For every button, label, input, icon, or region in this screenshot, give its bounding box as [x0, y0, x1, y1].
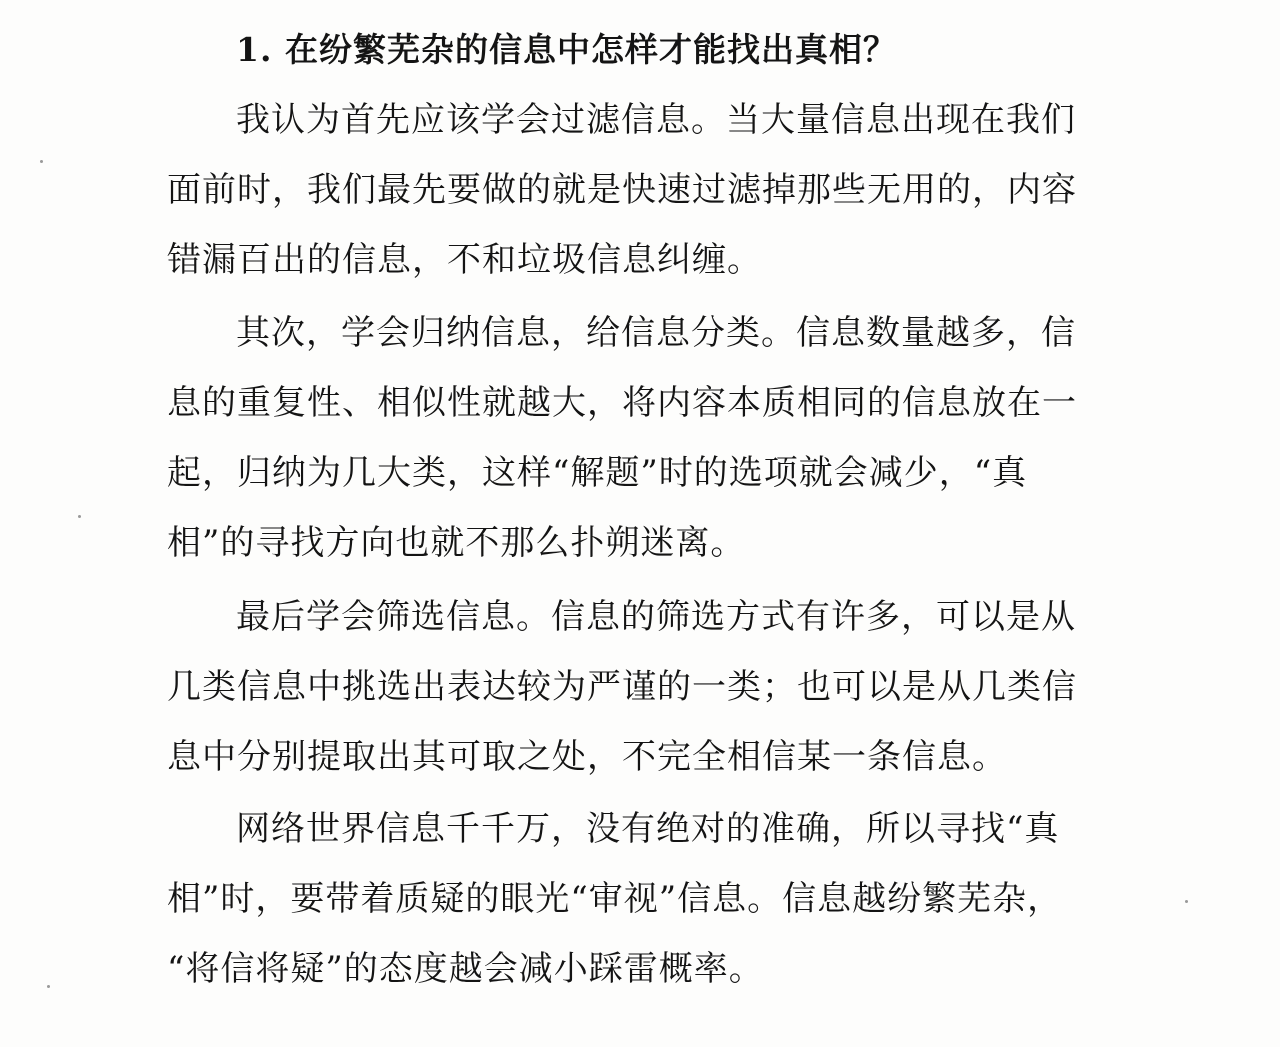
paragraph-line: 相”的寻找方向也就不那么扑朔迷离。: [167, 523, 746, 563]
paragraph-line: 其次，学会归纳信息，给信息分类。信息数量越多，信: [236, 313, 1076, 353]
paragraph-line: 息中分别提取出其可取之处，不完全相信某一条信息。: [167, 737, 1007, 777]
scan-speck: [78, 515, 81, 518]
scan-speck: [40, 160, 43, 163]
paragraph-line: 我认为首先应该学会过滤信息。当大量信息出现在我们: [236, 100, 1076, 140]
paragraph-line: 面前时，我们最先要做的就是快速过滤掉那些无用的，内容: [167, 170, 1077, 210]
paragraph-line: 息的重复性、相似性就越大，将内容本质相同的信息放在一: [167, 383, 1077, 423]
paragraph-line: “将信将疑”的态度越会减小踩雷概率。: [167, 949, 764, 989]
scan-speck: [1185, 900, 1188, 903]
paragraph-line: 错漏百出的信息，不和垃圾信息纠缠。: [167, 240, 762, 280]
scan-speck: [47, 985, 50, 988]
paragraph-line: 最后学会筛选信息。信息的筛选方式有许多，可以是从: [236, 597, 1076, 637]
paragraph-line: 相”时，要带着质疑的眼光“审视”信息。信息越纷繁芜杂，: [167, 879, 1063, 919]
paragraph-line: 网络世界信息千千万，没有绝对的准确，所以寻找“真: [236, 809, 1060, 849]
paragraph-line: 几类信息中挑选出表达较为严谨的一类；也可以是从几类信: [167, 667, 1077, 707]
paragraph-line: 起，归纳为几大类，这样“解题”时的选项就会减少，“真: [167, 453, 1028, 493]
question-heading: 1. 在纷繁芜杂的信息中怎样才能找出真相？: [236, 30, 897, 69]
